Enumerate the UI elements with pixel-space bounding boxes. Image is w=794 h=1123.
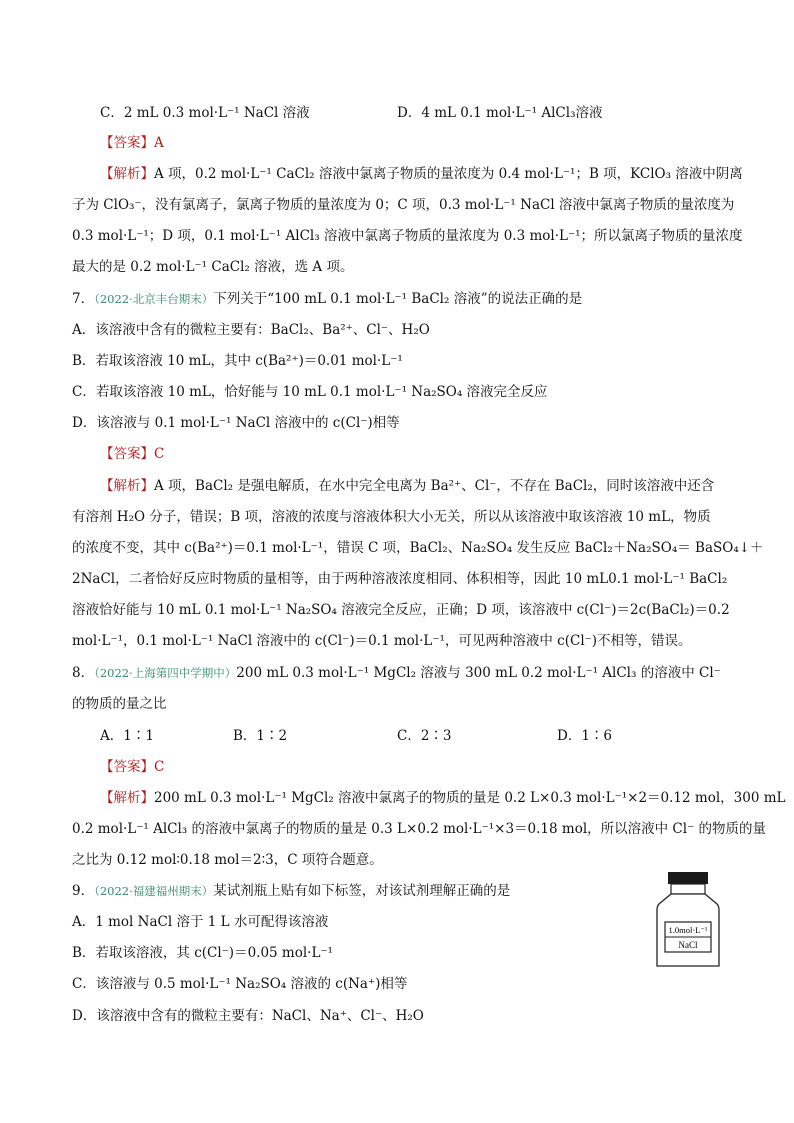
- q9-stem: 9．（2022·福建福州期末）某试剂瓶上贴有如下标签，对该试剂理解正确的是: [72, 883, 511, 899]
- q8-option-c: C．2∶3: [397, 728, 452, 744]
- q7-analysis-line-4: 2NaCl，二者恰好反应时物质的量相等，由于两种溶液浓度相同、体积相等，因此 10 mL0.1 mol·L⁻¹ BaCl₂: [72, 571, 728, 587]
- q9-option-a: A．1 mol NaCl 溶于 1 L 水可配得该溶液: [72, 914, 329, 930]
- q7-analysis-line-2: 有溶剂 H₂O 分子，错误；B 项，溶液的浓度与溶液体积大小无关，所以从该溶液中取该溶液 10 mL，物质: [72, 509, 711, 525]
- label-concentration: 1.0mol·L⁻¹: [668, 925, 708, 935]
- q8-option-d: D．1∶6: [557, 728, 613, 744]
- q8-option-b: B．1∶2: [233, 728, 288, 744]
- answer-value: A: [154, 135, 164, 151]
- analysis-tag: 【解析】: [100, 478, 154, 494]
- q7-option-d: D．该溶液与 0.1 mol·L⁻¹ NaCl 溶液中的 c(Cl⁻)相等: [72, 415, 400, 431]
- q9-option-c: C．该溶液与 0.5 mol·L⁻¹ Na₂SO₄ 溶液的 c(Na⁺)相等: [72, 976, 408, 992]
- q9-source: （2022·福建福州期末）: [94, 884, 214, 898]
- q8-answer-line: [100, 757, 164, 777]
- q7-analysis-line-6: mol·L⁻¹，0.1 mol·L⁻¹ NaCl 溶液中的 c(Cl⁻)＝0.1 mol·L⁻¹，可见两种溶液中 c(Cl⁻)不相等，错误。: [72, 633, 692, 649]
- q6-answer-line: [100, 133, 164, 153]
- q7-stem: 7．（2022·北京丰台期末）下列关于“100 mL 0.1 mol·L⁻¹ BaCl₂ 溶液”的说法正确的是: [72, 291, 583, 307]
- q8-stem-line-2: 的物质的量之比: [72, 696, 167, 712]
- reagent-bottle-figure: [653, 870, 723, 968]
- q9-option-b: B．若取该溶液，其 c(Cl⁻)＝0.05 mol·L⁻¹: [72, 945, 333, 961]
- label-solute: NaCl: [678, 940, 698, 950]
- q6-option-d: D．4 mL 0.1 mol·L⁻¹ AlCl₃溶液: [397, 105, 603, 121]
- q8-analysis-line-2: 0.2 mol·L⁻¹ AlCl₃ 的溶液中氯离子的物质的量是 0.3 L×0.2 mol·L⁻¹×3＝0.18 mol，所以溶液中 Cl⁻ 的物质的量: [72, 821, 766, 837]
- q8-analysis-line-1: 【解析】200 mL 0.3 mol·L⁻¹ MgCl₂ 溶液中氯离子的物质的量是 0.2 L×0.3 mol·L⁻¹×2＝0.12 mol，300 mL: [100, 790, 786, 806]
- q9-option-d: D．该溶液中含有的微粒主要有：NaCl、Na⁺、Cl⁻、H₂O: [72, 1008, 424, 1024]
- answer-value: C: [154, 759, 165, 775]
- q8-stem-line-1: 8．（2022·上海第四中学期中）200 mL 0.3 mol·L⁻¹ MgCl₂ 溶液与 300 mL 0.2 mol·L⁻¹ AlCl₃ 的溶液中 Cl⁻: [72, 665, 721, 681]
- q7-answer-line: [100, 444, 164, 464]
- q7-option-a: A．该溶液中含有的微粒主要有：BaCl₂、Ba²⁺、Cl⁻、H₂O: [72, 322, 430, 338]
- q7-analysis-line-1: 【解析】A 项，BaCl₂ 是强电解质，在水中完全电离为 Ba²⁺、Cl⁻，不存在 BaCl₂，同时该溶液中还含: [100, 478, 715, 494]
- q8-source: （2022·上海第四中学期中）: [94, 666, 237, 680]
- q8-option-a: A．1∶1: [100, 728, 154, 744]
- bottle-neck: [671, 884, 705, 894]
- q6-analysis-line-2: 子为 ClO₃⁻，没有氯离子，氯离子物质的量浓度为 0；C 项，0.3 mol·L⁻¹ NaCl 溶液中氯离子物质的量浓度为: [72, 197, 735, 213]
- answer-tag: 【答案】: [100, 135, 154, 151]
- q7-source: （2022·北京丰台期末）: [94, 292, 214, 306]
- answer-tag: 【答案】: [100, 759, 154, 775]
- analysis-tag: 【解析】: [100, 790, 154, 806]
- q6-option-c: C．2 mL 0.3 mol·L⁻¹ NaCl 溶液: [100, 105, 310, 121]
- q7-option-c: C．若取该溶液 10 mL，恰好能与 10 mL 0.1 mol·L⁻¹ Na₂SO₄ 溶液完全反应: [72, 384, 548, 400]
- bottle-cap: [668, 872, 708, 884]
- answer-value: C: [154, 446, 165, 462]
- q7-analysis-line-3: 的浓度不变，其中 c(Ba²⁺)＝0.1 mol·L⁻¹，错误 C 项，BaCl₂、Na₂SO₄ 发生反应 BaCl₂＋Na₂SO₄＝ BaSO₄↓＋: [72, 540, 764, 556]
- analysis-tag: 【解析】: [100, 166, 154, 182]
- q8-analysis-line-3: 之比为 0.12 mol∶0.18 mol＝2∶3，C 项符合题意。: [72, 852, 383, 868]
- q6-analysis-line-3: 0.3 mol·L⁻¹；D 项，0.1 mol·L⁻¹ AlCl₃ 溶液中氯离子物质的量浓度为 0.3 mol·L⁻¹；所以氯离子物质的量浓度: [72, 228, 743, 244]
- answer-tag: 【答案】: [100, 446, 154, 462]
- q6-analysis-line-4: 最大的是 0.2 mol·L⁻¹ CaCl₂ 溶液，选 A 项。: [72, 259, 354, 275]
- q7-analysis-line-5: 溶液恰好能与 10 mL 0.1 mol·L⁻¹ Na₂SO₄ 溶液完全反应，正确；D 项，该溶液中 c(Cl⁻)＝2c(BaCl₂)＝0.2: [72, 602, 730, 618]
- q7-option-b: B．若取该溶液 10 mL，其中 c(Ba²⁺)＝0.01 mol·L⁻¹: [72, 353, 403, 369]
- q6-analysis-line-1: 【解析】A 项，0.2 mol·L⁻¹ CaCl₂ 溶液中氯离子物质的量浓度为 0.4 mol·L⁻¹；B 项，KClO₃ 溶液中阴离: [100, 166, 743, 182]
